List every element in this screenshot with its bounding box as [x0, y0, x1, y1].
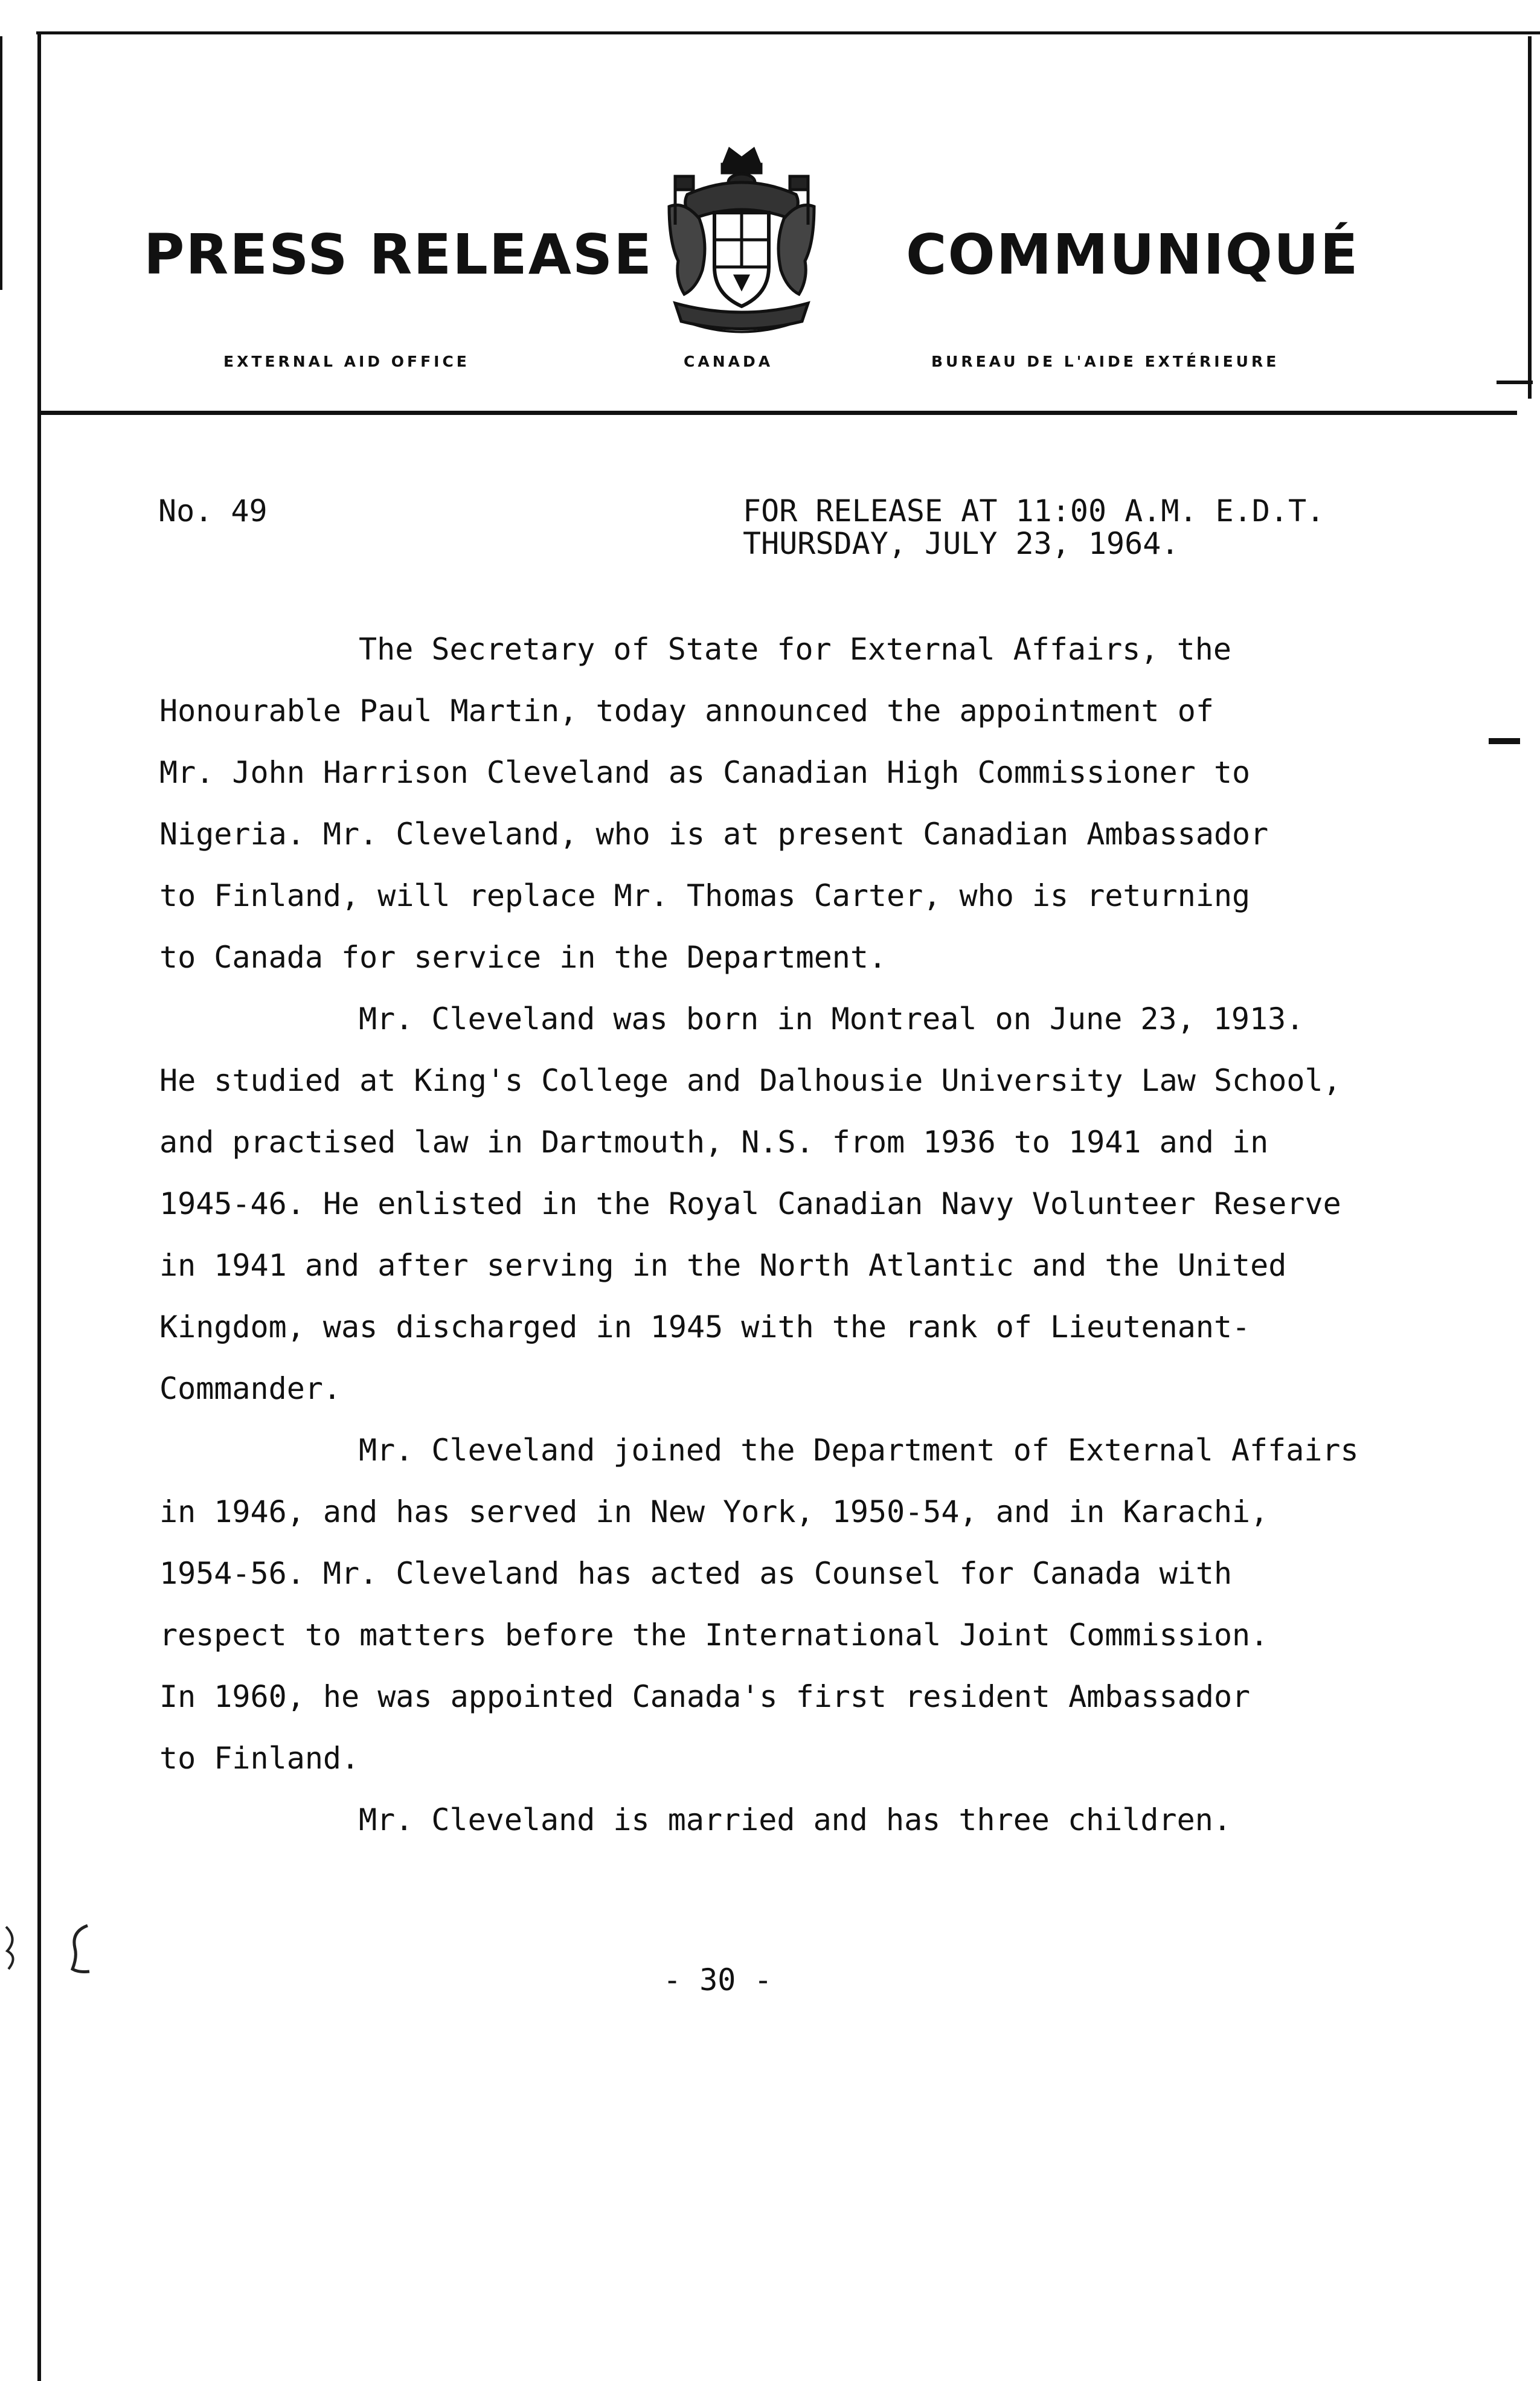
header-bottom-rule [37, 411, 1517, 415]
text-line: Nigeria. Mr. Cleveland, who is at present Canadian Ambassador [159, 817, 1269, 852]
press-release-title: PRESS RELEASE [144, 222, 653, 287]
bureau-label: BUREAU DE L'AIDE EXTÉRIEURE [931, 353, 1280, 370]
text-line: 1954-56. Mr. Cleveland has acted as Counsel for Canada with [159, 1556, 1233, 1591]
text-line: and practised law in Dartmouth, N.S. from 1936 to 1941 and in [159, 1125, 1269, 1160]
external-aid-office-label: EXTERNAL AID OFFICE [223, 353, 470, 370]
text-line: Mr. Cleveland is married and has three children. [359, 1802, 1231, 1837]
text-line: to Finland. [159, 1741, 360, 1776]
header-right-rule [1528, 36, 1532, 399]
release-number: No. 49 [158, 493, 268, 529]
text-line: The Secretary of State for External Affairs, the [359, 632, 1231, 667]
text-line: He studied at King's College and Dalhousie University Law School, [159, 1063, 1341, 1098]
text-line: 1945-46. He enlisted in the Royal Canadian Navy Volunteer Reserve [159, 1186, 1341, 1221]
release-date-line: THURSDAY, JULY 23, 1964. [743, 526, 1179, 561]
body-paragraph-3 [159, 1419, 1500, 1789]
left-margin-rule [37, 31, 41, 2381]
text-line: Kingdom, was discharged in 1945 with the rank of Lieutenant- [159, 1309, 1251, 1345]
text-line: Commander. [159, 1371, 342, 1406]
margin-scribble [0, 1921, 109, 1975]
text-line: Honourable Paul Martin, today announced the appointment of [159, 693, 1214, 728]
text-line: Mr. Cleveland joined the Department of External Affairs [359, 1433, 1359, 1468]
page-edge-rule [0, 36, 2, 290]
text-line: Mr. John Harrison Cleveland as Canadian High Commissioner to [159, 755, 1251, 790]
text-line: In 1960, he was appointed Canada's first resident Ambassador [159, 1679, 1251, 1714]
canada-label: CANADA [684, 353, 774, 370]
page-end-marker: - 30 - [663, 1962, 772, 1997]
text-line: in 1941 and after serving in the North Atlantic and the United [159, 1248, 1287, 1283]
text-line: Mr. Cleveland was born in Montreal on June 23, 1913. [359, 1001, 1304, 1036]
header-top-rule [36, 31, 1540, 34]
text-line: to Canada for service in the Department. [159, 940, 887, 975]
body-paragraph-1 [159, 619, 1500, 988]
header-right-tab [1497, 381, 1533, 384]
body-paragraph-2 [159, 988, 1500, 1419]
release-time-line: FOR RELEASE AT 11:00 A.M. E.D.T. [743, 493, 1325, 529]
body-paragraph-4 [159, 1789, 1500, 1851]
text-line: to Finland, will replace Mr. Thomas Carter, who is returning [159, 878, 1251, 913]
text-line: respect to matters before the International Joint Commission. [159, 1618, 1269, 1653]
communique-title: COMMUNIQUÉ [906, 222, 1359, 287]
text-line: in 1946, and has served in New York, 1950-54, and in Karachi, [159, 1494, 1269, 1529]
coat-of-arms-of-canada-icon [651, 140, 832, 345]
